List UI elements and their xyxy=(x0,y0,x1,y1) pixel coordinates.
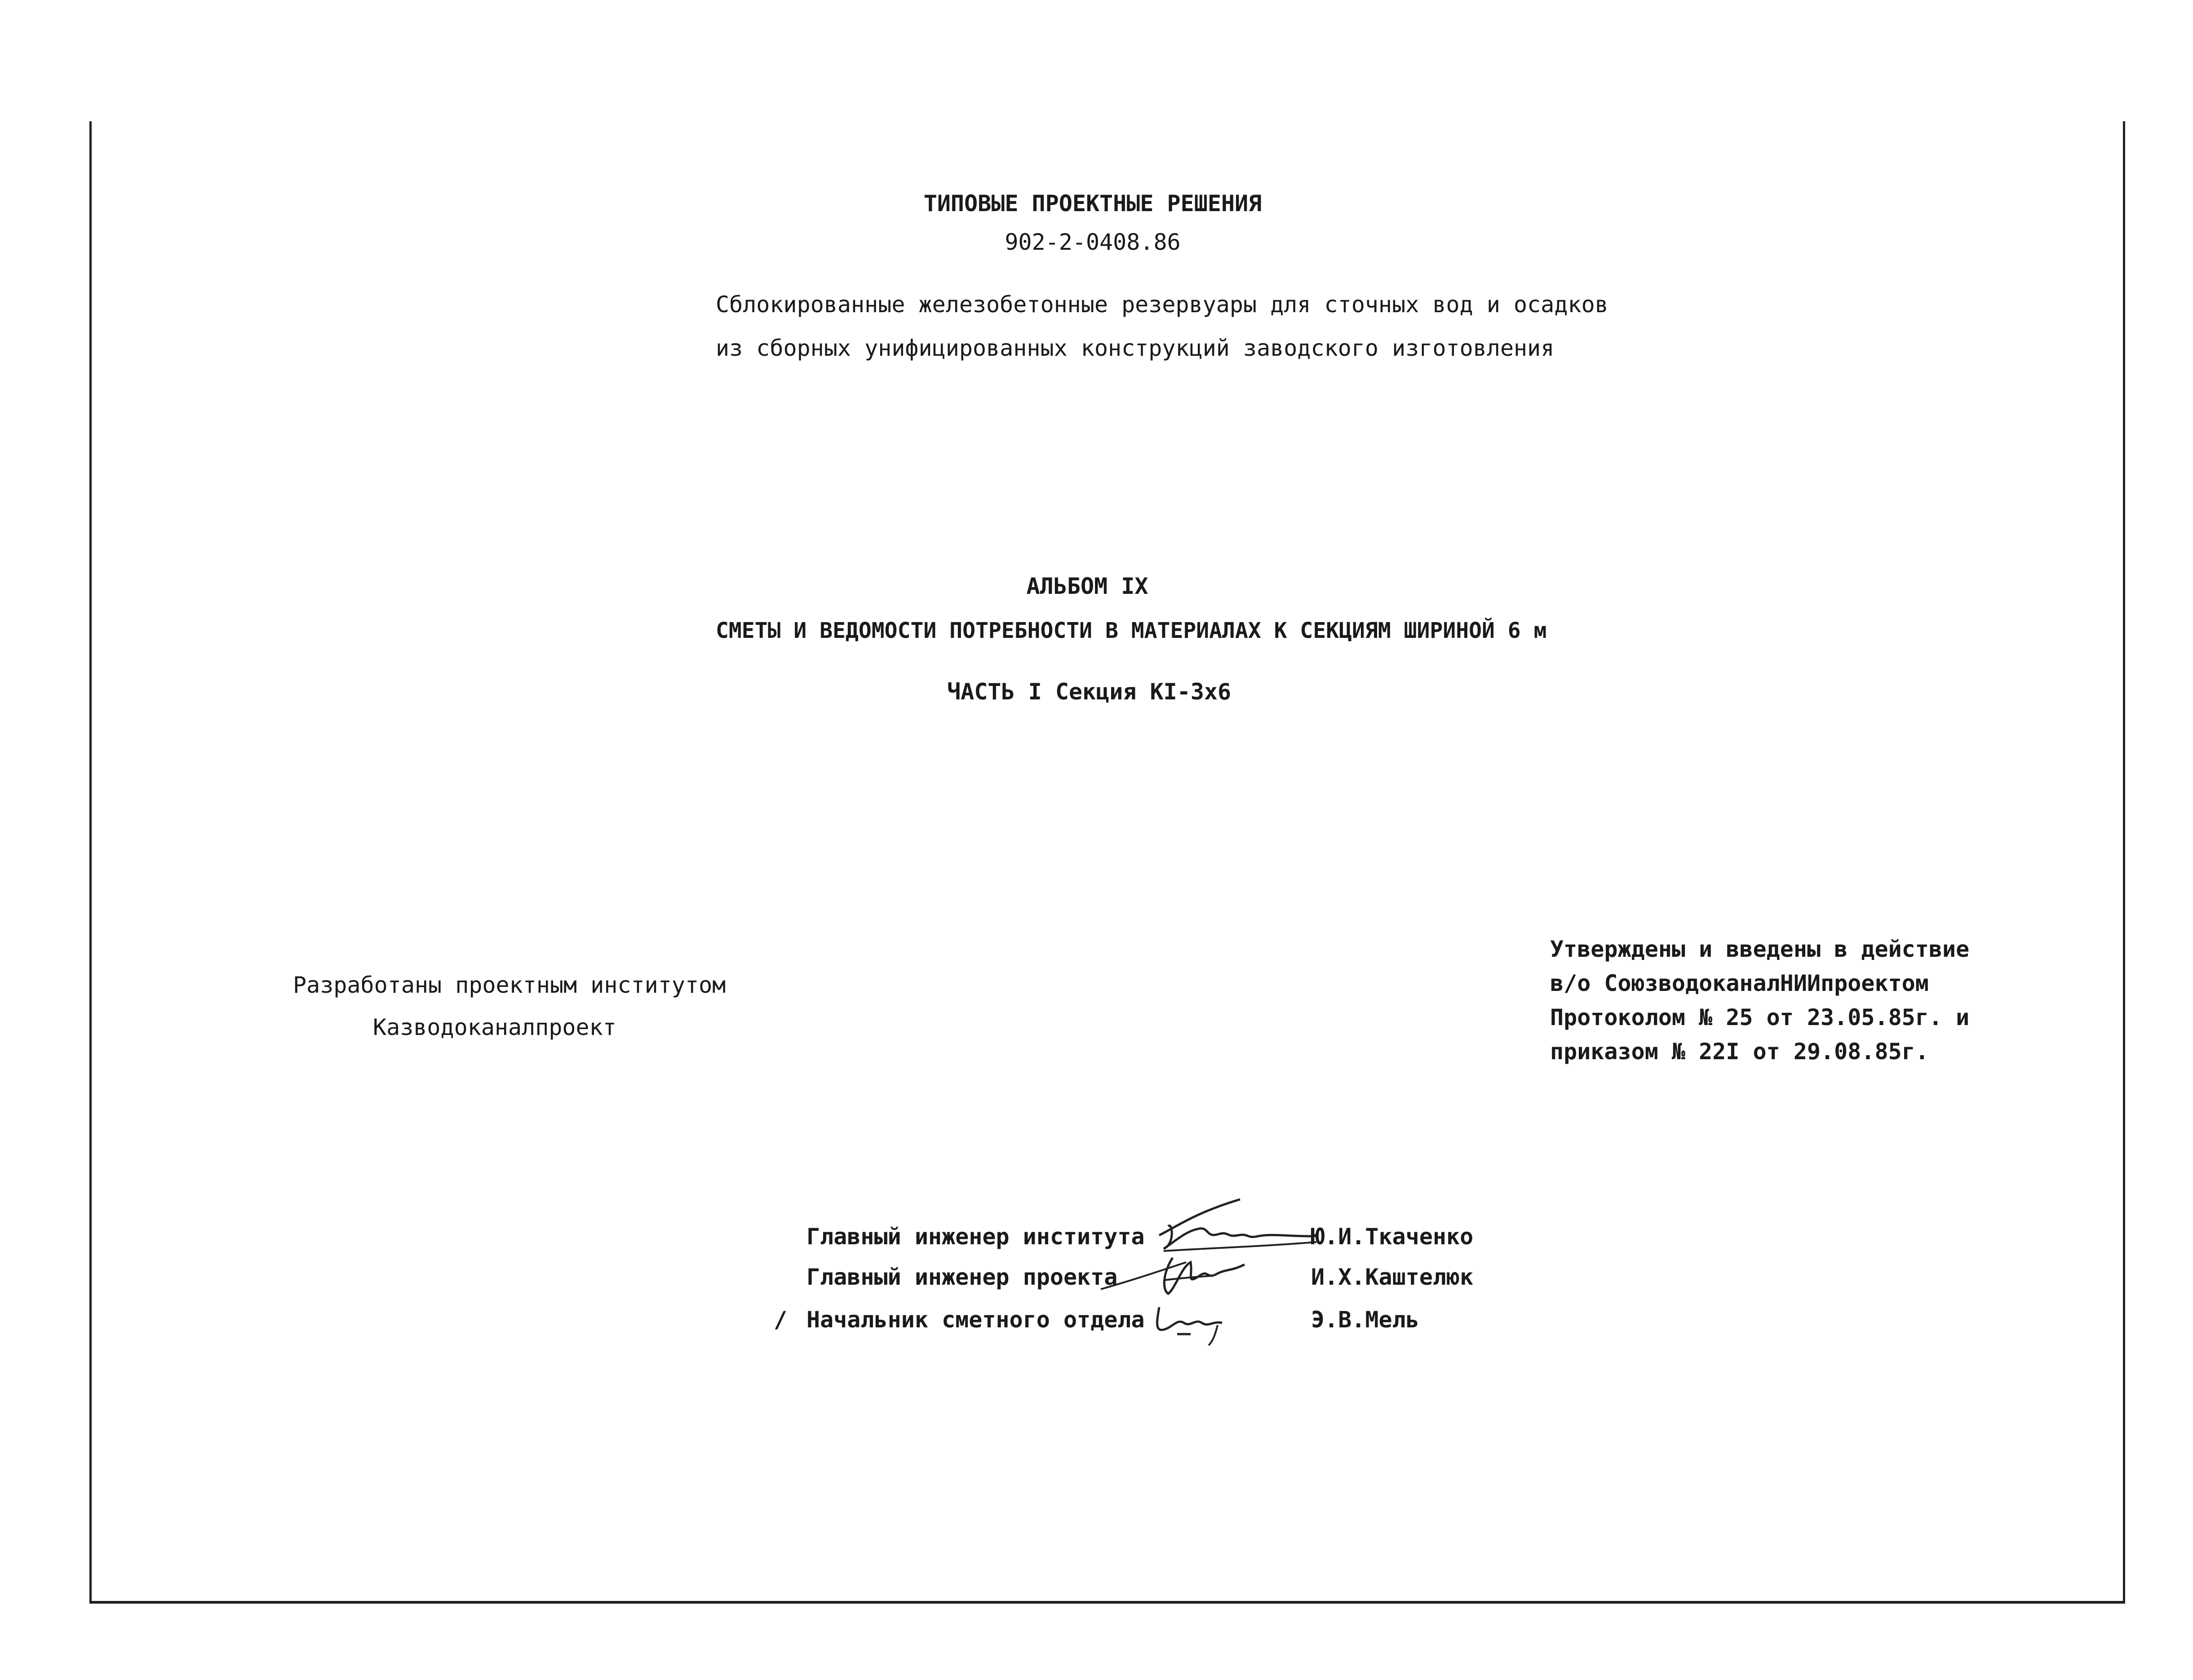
subject-line-2: из сборных унифицированных конструкций заводского изготовления xyxy=(716,335,1555,361)
signature-scribble-3 xyxy=(1150,1298,1240,1348)
signature-role-1: Главный инженер института xyxy=(806,1224,1145,1250)
series-title: ТИПОВЫЕ ПРОЕКТНЫЕ РЕШЕНИЯ xyxy=(923,190,1262,217)
approval-line-1: Утверждены и введены в действие xyxy=(1550,936,1970,962)
album-part: ЧАСТЬ I Секция KI-3x6 xyxy=(947,679,1232,705)
signature-slash-mark: / xyxy=(774,1307,788,1333)
album-title: АЛЬБОМ IX xyxy=(1026,573,1148,599)
signature-role-2: Главный инженер проекта xyxy=(806,1264,1118,1290)
approval-line-4: приказом № 22I от 29.08.85г. xyxy=(1550,1039,1929,1065)
developer-line-2: Казводоканалпроект xyxy=(373,1014,616,1040)
approval-line-2: в/о СоюзводоканалНИИпроектом xyxy=(1550,970,1929,996)
approval-line-3: Протоколом № 25 от 23.05.85г. и xyxy=(1550,1004,1970,1030)
signature-name-2: И.Х.Каштелюк xyxy=(1311,1264,1474,1290)
series-code: 902-2-0408.86 xyxy=(1005,229,1181,255)
signature-role-3: Начальник сметного отдела xyxy=(806,1307,1145,1333)
signature-name-1: Ю.И.Ткаченко xyxy=(1311,1224,1474,1250)
album-subtitle: СМЕТЫ И ВЕДОМОСТИ ПОТРЕБНОСТИ В МАТЕРИАЛАХ К СЕКЦИЯМ ШИРИНОЙ 6 м xyxy=(716,618,1547,643)
signature-scribble-2 xyxy=(1096,1249,1258,1303)
subject-line-1: Сблокированные железобетонные резервуары для сточных вод и осадков xyxy=(716,292,1608,318)
signature-name-3: Э.В.Мель xyxy=(1311,1307,1419,1333)
developer-line-1: Разработаны проектным институтом xyxy=(293,972,726,998)
signature-scribble-1 xyxy=(1150,1195,1321,1258)
